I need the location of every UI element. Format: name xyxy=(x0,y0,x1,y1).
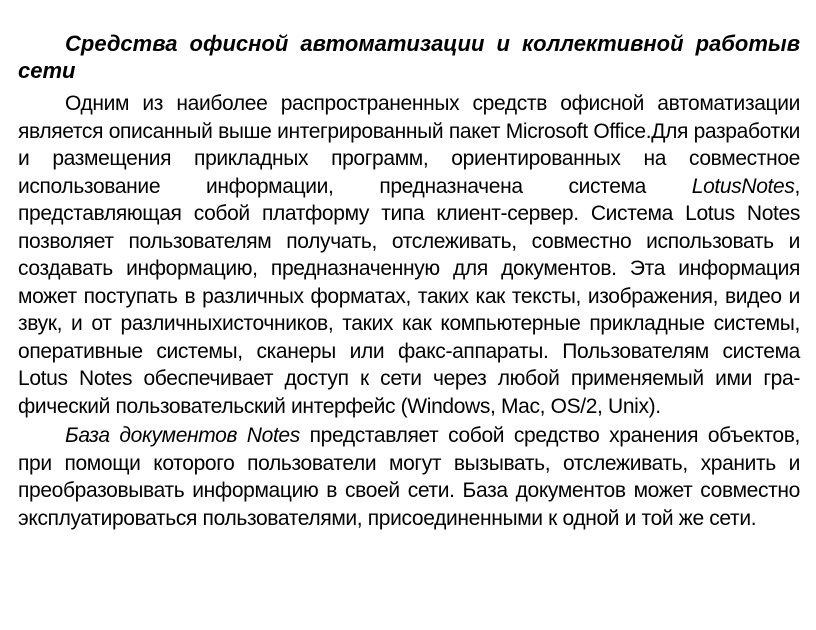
paragraph-1-text-b: , представляющая собой платформу типа клиент-сервер. Система Lotus Notes позволяет пользователям получать, отслеживать, совместно использовать и создавать информацию, предназначенную для документов. Эта информация может поступать в различных форматах, таких как тексты, изображения, видео и звук, и от различныхисточников, таких как компьютерные прикладные системы, оперативные системы, сканеры или факс-аппараты. Пользователям система Lotus Notes обеспечивает доступ к сети через любой применяемый ими гра-фический пользовательский интерфейс (Windows, Mac, OS/2, Unix). xyxy=(18,174,800,418)
notes-database-term: База документов Notes xyxy=(65,424,300,447)
paragraph-lotus-notes xyxy=(18,90,800,420)
section-heading: Средства офисной автоматизации и коллективной работыв сети xyxy=(18,31,800,83)
lotus-notes-term: LotusNotes xyxy=(691,174,795,198)
paragraph-1-text-a: Одним из наиболее распространенных средств офисной автоматизации является описанный выше интегрированный пакет Microsoft Office.Для разработки и размещения прикладных программ, ориентированных на совместное использование информации, предназначена система xyxy=(18,92,800,198)
paragraph-notes-database xyxy=(18,422,800,532)
paragraph-2-text: представляет собой средство хранения объектов, при помощи которого пользователи могут вызывать, отслеживать, хранить и преобразовывать информацию в своей сети. База документов может совместно эксплуатироваться пользователями, присоединенными к одной и той же сети. xyxy=(18,424,800,530)
